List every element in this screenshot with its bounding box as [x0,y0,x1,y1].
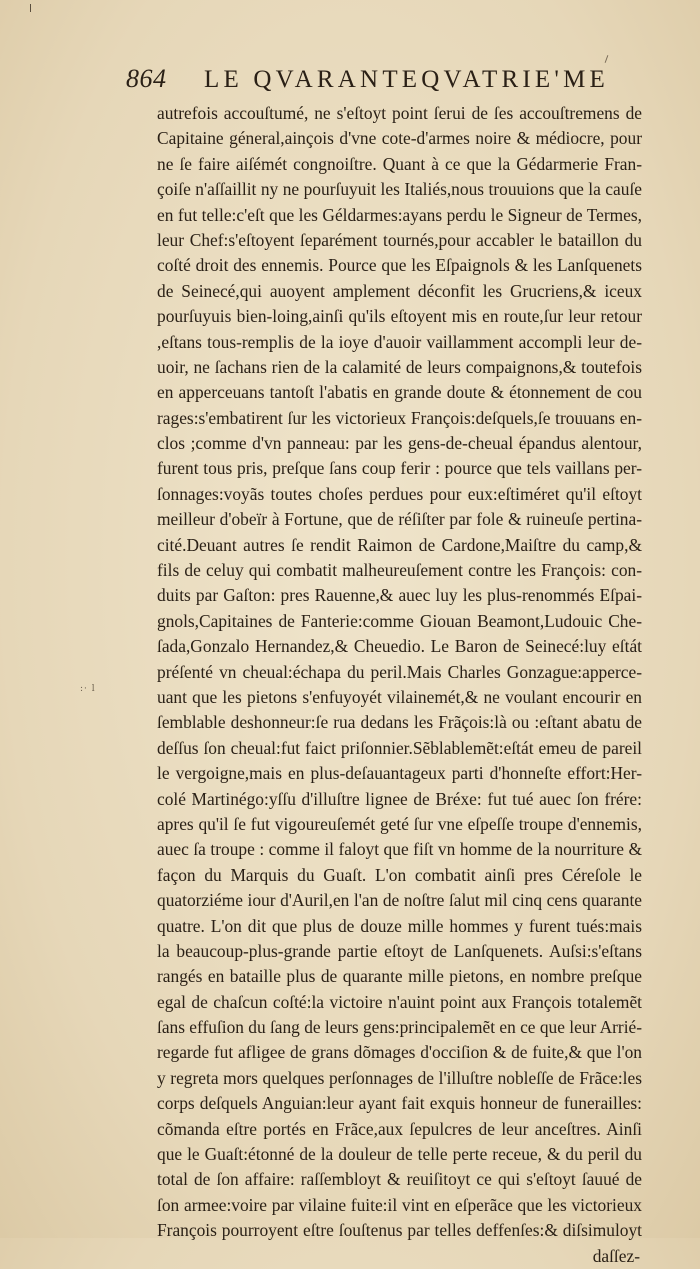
text-line: ne ſe faire aiſémét congnoiſtre. Quant à ce que la Gédarmerie Fran- [157,153,642,174]
text-line: en apperceuans tantoſt l'abatis en grande doute & étonnement de cou [157,382,642,403]
page-number: 864 [126,64,167,93]
text-line: préſenté vn cheual:échapa du peril.Mais Charles Gonzague:apperce- [157,661,642,682]
text-line: cité.Deuant autres ſe rendit Raimon de Cardone,Maiſtre du camp,& [157,534,642,555]
text-line: corps deſquels Anguian:leur ayant fait exquis honneur de funerailles: [157,1093,642,1114]
running-title: LE QVARANTEQVATRIE'ME [204,66,609,93]
text-line: autrefois accouſtumé, ne s'eſtoyt point ſerui de ſes accouſtremens de [157,103,642,123]
text-line: çoiſe n'aſſaillit ny ne pourſuyuit les Italiés,nous trouuions que la cauſe [157,179,642,200]
text-line: de Seinecé,qui auoyent amplement déconfit les Grucriens,& iceux [157,280,642,301]
catchword: daſſez- [592,1245,640,1266]
text-line: uoir, ne ſachans rien de la calamité de leurs compaignons,& toutefois [157,356,642,377]
text-line: que le Guaſt:étonné de la douleur de telle perte receue, & du peril du [157,1144,642,1165]
text-line: egal de chaſcun coſté:la victoire n'auint point aux François totalemẽt [157,991,642,1012]
text-line: gnols,Capitaines de Fanterie:comme Giouan Beamont,Ludouic Che- [157,610,642,631]
text-line: Capitaine géneral,ainçois d'vne cote-d'armes noire & médiocre, pour [157,128,642,149]
text-line: clos ;comme d'vn panneau: par les gens-de-cheual épandus alentour, [157,433,642,454]
text-line: le vergoigne,mais en plus-deſauantageux parti d'honneſte effort:Her- [157,763,642,784]
text-line: ſemblable deshonneur:ſe rua dedans les Frãçois:là ou :eſtant abatu de [157,712,642,733]
text-line: quatre. L'on dit que plus de douze mille hommes y furent tués:mais [157,915,642,936]
margin-note: :· l [80,684,96,694]
text-line: duits par Gaſton: pres Rauenne,& auec luy les plus-renommés Eſpai- [157,585,642,606]
page-corner-mark [30,4,31,12]
text-line: la beaucoup-plus-grande partie eſtoyt de Lanſquenets. Auſsi:s'eſtans [157,940,642,961]
text-line: ,eſtans tous-remplis de la ioye d'auoir vaillamment accompli leur de- [157,331,642,352]
text-line: François pourroyent eſtre ſouſtenus par telles deffenſes:& diſsimuloyt [157,1220,642,1241]
text-line: ſans effuſion du ſang de leurs gens:principalemẽt en ce que leur Arrié- [157,1017,643,1038]
text-line: furent tous pris, preſque ſans coup ferir : pource que tels vaillans per- [157,458,642,479]
text-line: y regreta mors quelques perſonnages de l'illuſtre nobleſſe de Frãce:les [157,1067,642,1088]
text-line: apres qu'il ſe fut vigoureuſemét geté ſur vne eſpeſſe troupe d'ennemis, [157,813,642,834]
text-line: total de ſon affaire: raſſembloyt & reuiſitoyt ce qui s'eſtoyt ſauué de [157,1169,642,1190]
text-line: en fut telle:c'eſt que les Géldarmes:ayans perdu le Signeur de Termes, [157,204,642,225]
text-line: cõmanda eſtre portés en Frãce,aux ſepulcres de leur anceſtres. Ainſi [157,1118,642,1139]
page-header [126,64,646,104]
text-line: ſon armee:voire par vilaine fuite:il vint en eſperãce que les victorieux [157,1194,642,1215]
text-line: rangés en bataille plus de quarante mille pietons, en nombre preſque [157,966,642,987]
text-line: leur Chef:s'eſtoyent ſeparément tournés,pour accabler le bataillon du [157,229,642,250]
printer-mark [605,55,609,63]
text-line: coſté droit des ennemis. Pource que les Eſpaignols & les Lanſquenets [157,255,642,276]
text-line: quatorziéme iour d'Auril,en l'an de noſtre ſalut mil cinq cens quarante [157,890,642,911]
text-line: auec ſa troupe : comme il faloyt que fiſt vn homme de la nourriture & [157,839,642,860]
text-line: meilleur d'obeïr à Fortune, que de réſiſter par fole & ruineuſe pertina- [157,509,642,530]
text-line: uant que les pietons s'enfuyoyét vilainemét,& ne voulant encourir en [157,686,642,707]
text-line: ſada,Gonzalo Hernandez,& Cheuedio. Le Baron de Seinecé:luy eſtát [157,636,642,657]
text-line: rages:s'embatirent ſur les victorieux François:deſquels,ſe trouuans en- [157,407,642,428]
text-line: façon du Marquis du Guaſt. L'on combatit ainſi pres Céreſole le [157,864,642,885]
text-line: deſſus ſon cheual:fut faict priſonnier.Sẽblablemẽt:eſtát emeu de pareil [157,737,642,758]
text-line: colé Martinégo:yſſu d'illuſtre lignee de Bréxe: fut tué auec ſon frére: [157,788,642,809]
body-text [157,101,642,1269]
text-line: regarde fut afligee de grans dõmages d'occiſion & de fuite,& que l'on [157,1042,642,1063]
text-line: ſonnages:voyãs toutes choſes perdues pour eux:eſtiméret qu'il eſtoyt [157,483,642,504]
text-line: pourſuyuis bien-loing,ainſi qu'ils eſtoyent mis en route,ſur leur retour [157,306,642,327]
text-line: fils de celuy qui combatit malheureuſement contre les François: con- [157,560,642,581]
